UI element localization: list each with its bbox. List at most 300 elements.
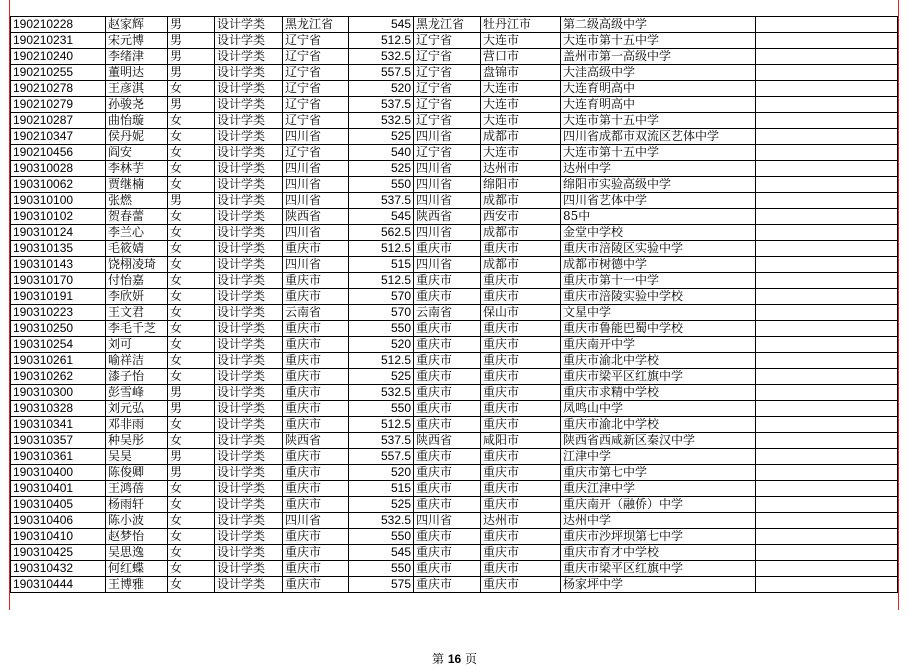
student-name-cell: 吴思逸	[106, 545, 168, 561]
school-cell: 大洼高级中学	[561, 65, 756, 81]
student-id-cell: 190310124	[11, 225, 106, 241]
city-cell: 重庆市	[481, 481, 561, 497]
gender-cell: 女	[168, 145, 215, 161]
gender-cell: 女	[168, 305, 215, 321]
exam-province-cell: 辽宁省	[283, 65, 349, 81]
blank-cell-cell	[756, 513, 898, 529]
exam-province-cell: 重庆市	[283, 497, 349, 513]
table-row	[11, 65, 898, 81]
major-category-cell: 设计学类	[215, 225, 283, 241]
exam-province-cell: 重庆市	[283, 385, 349, 401]
school-cell: 盖州市第一高级中学	[561, 49, 756, 65]
exam-province-cell: 重庆市	[283, 417, 349, 433]
exam-province-cell: 重庆市	[283, 353, 349, 369]
exam-province-cell: 重庆市	[283, 449, 349, 465]
gender-cell: 男	[168, 465, 215, 481]
major-category-cell: 设计学类	[215, 321, 283, 337]
table-row	[11, 433, 898, 449]
major-category-cell: 设计学类	[215, 497, 283, 513]
school-cell: 大连育明高中	[561, 97, 756, 113]
page-number: 16	[447, 652, 462, 666]
score-cell: 512.5	[349, 33, 414, 49]
student-name-cell: 饶栩凌琦	[106, 257, 168, 273]
home-province-cell: 四川省	[414, 225, 481, 241]
home-province-cell: 重庆市	[414, 465, 481, 481]
table-row	[11, 513, 898, 529]
major-category-cell: 设计学类	[215, 449, 283, 465]
city-cell: 重庆市	[481, 353, 561, 369]
student-name-cell: 彭雪峰	[106, 385, 168, 401]
table-row	[11, 33, 898, 49]
city-cell: 大连市	[481, 97, 561, 113]
exam-province-cell: 重庆市	[283, 465, 349, 481]
student-id-cell: 190310223	[11, 305, 106, 321]
blank-cell-cell	[756, 433, 898, 449]
home-province-cell: 四川省	[414, 177, 481, 193]
home-province-cell: 辽宁省	[414, 97, 481, 113]
school-cell: 重庆市第十一中学	[561, 273, 756, 289]
blank-cell-cell	[756, 465, 898, 481]
major-category-cell: 设计学类	[215, 481, 283, 497]
school-cell: 文星中学	[561, 305, 756, 321]
school-cell: 重庆市渝北中学校	[561, 353, 756, 369]
home-province-cell: 重庆市	[414, 241, 481, 257]
city-cell: 重庆市	[481, 529, 561, 545]
exam-province-cell: 四川省	[283, 225, 349, 241]
gender-cell: 女	[168, 481, 215, 497]
student-id-cell: 190310341	[11, 417, 106, 433]
score-cell: 537.5	[349, 193, 414, 209]
city-cell: 重庆市	[481, 449, 561, 465]
score-cell: 557.5	[349, 65, 414, 81]
city-cell: 重庆市	[481, 545, 561, 561]
student-name-cell: 赵梦怡	[106, 529, 168, 545]
student-name-cell: 陈小波	[106, 513, 168, 529]
score-cell: 515	[349, 257, 414, 273]
city-cell: 大连市	[481, 145, 561, 161]
home-province-cell: 重庆市	[414, 545, 481, 561]
score-cell: 512.5	[349, 417, 414, 433]
student-name-cell: 何红蝶	[106, 561, 168, 577]
table-row	[11, 113, 898, 129]
score-cell: 545	[349, 545, 414, 561]
score-cell: 512.5	[349, 241, 414, 257]
home-province-cell: 重庆市	[414, 353, 481, 369]
table-row	[11, 97, 898, 113]
student-id-cell: 190310406	[11, 513, 106, 529]
exam-province-cell: 陕西省	[283, 209, 349, 225]
gender-cell: 女	[168, 177, 215, 193]
gender-cell: 女	[168, 417, 215, 433]
student-name-cell: 李欣妍	[106, 289, 168, 305]
blank-cell-cell	[756, 33, 898, 49]
major-category-cell: 设计学类	[215, 385, 283, 401]
home-province-cell: 重庆市	[414, 369, 481, 385]
right-margin-line	[898, 0, 899, 610]
city-cell: 盘锦市	[481, 65, 561, 81]
gender-cell: 女	[168, 433, 215, 449]
blank-cell-cell	[756, 209, 898, 225]
gender-cell: 女	[168, 129, 215, 145]
gender-cell: 女	[168, 561, 215, 577]
home-province-cell: 四川省	[414, 193, 481, 209]
exam-province-cell: 辽宁省	[283, 33, 349, 49]
gender-cell: 女	[168, 273, 215, 289]
city-cell: 营口市	[481, 49, 561, 65]
blank-cell-cell	[756, 545, 898, 561]
table-row	[11, 449, 898, 465]
student-name-cell: 赵家辉	[106, 17, 168, 33]
school-cell: 重庆市沙坪坝第七中学	[561, 529, 756, 545]
table-row	[11, 417, 898, 433]
student-name-cell: 李毛千芝	[106, 321, 168, 337]
student-name-cell: 邓非雨	[106, 417, 168, 433]
school-cell: 成都市树德中学	[561, 257, 756, 273]
blank-cell-cell	[756, 369, 898, 385]
city-cell: 成都市	[481, 193, 561, 209]
table-row	[11, 481, 898, 497]
student-id-cell: 190310250	[11, 321, 106, 337]
exam-province-cell: 黑龙江省	[283, 17, 349, 33]
major-category-cell: 设计学类	[215, 49, 283, 65]
student-id-cell: 190310300	[11, 385, 106, 401]
major-category-cell: 设计学类	[215, 257, 283, 273]
blank-cell-cell	[756, 417, 898, 433]
major-category-cell: 设计学类	[215, 305, 283, 321]
major-category-cell: 设计学类	[215, 289, 283, 305]
exam-province-cell: 重庆市	[283, 273, 349, 289]
table-row	[11, 561, 898, 577]
city-cell: 重庆市	[481, 369, 561, 385]
major-category-cell: 设计学类	[215, 193, 283, 209]
student-id-cell: 190310102	[11, 209, 106, 225]
blank-cell-cell	[756, 193, 898, 209]
score-cell: 532.5	[349, 385, 414, 401]
exam-province-cell: 重庆市	[283, 481, 349, 497]
home-province-cell: 辽宁省	[414, 49, 481, 65]
score-cell: 550	[349, 177, 414, 193]
exam-province-cell: 陕西省	[283, 433, 349, 449]
major-category-cell: 设计学类	[215, 97, 283, 113]
score-cell: 520	[349, 337, 414, 353]
table-row	[11, 225, 898, 241]
blank-cell-cell	[756, 481, 898, 497]
student-id-cell: 190210255	[11, 65, 106, 81]
table-row	[11, 497, 898, 513]
score-cell: 532.5	[349, 113, 414, 129]
exam-province-cell: 四川省	[283, 257, 349, 273]
major-category-cell: 设计学类	[215, 161, 283, 177]
exam-province-cell: 重庆市	[283, 321, 349, 337]
table-row	[11, 193, 898, 209]
home-province-cell: 四川省	[414, 161, 481, 177]
table-row	[11, 49, 898, 65]
blank-cell-cell	[756, 273, 898, 289]
city-cell: 成都市	[481, 257, 561, 273]
score-cell: 512.5	[349, 273, 414, 289]
score-cell: 545	[349, 209, 414, 225]
major-category-cell: 设计学类	[215, 145, 283, 161]
score-cell: 575	[349, 577, 414, 593]
gender-cell: 男	[168, 193, 215, 209]
exam-province-cell: 重庆市	[283, 369, 349, 385]
city-cell: 成都市	[481, 129, 561, 145]
student-name-cell: 王文君	[106, 305, 168, 321]
gender-cell: 女	[168, 353, 215, 369]
gender-cell: 女	[168, 161, 215, 177]
table-row	[11, 257, 898, 273]
major-category-cell: 设计学类	[215, 33, 283, 49]
score-cell: 537.5	[349, 97, 414, 113]
student-id-cell: 190310425	[11, 545, 106, 561]
city-cell: 重庆市	[481, 401, 561, 417]
school-cell: 重庆市涪陵实验中学校	[561, 289, 756, 305]
gender-cell: 女	[168, 337, 215, 353]
major-category-cell: 设计学类	[215, 65, 283, 81]
score-cell: 570	[349, 305, 414, 321]
table-row	[11, 177, 898, 193]
city-cell: 达州市	[481, 161, 561, 177]
student-name-cell: 孙骏尧	[106, 97, 168, 113]
score-cell: 550	[349, 401, 414, 417]
blank-cell-cell	[756, 129, 898, 145]
exam-province-cell: 四川省	[283, 513, 349, 529]
gender-cell: 男	[168, 17, 215, 33]
student-name-cell: 李兰心	[106, 225, 168, 241]
exam-province-cell: 辽宁省	[283, 97, 349, 113]
table-row	[11, 321, 898, 337]
student-id-cell: 190310191	[11, 289, 106, 305]
score-cell: 550	[349, 321, 414, 337]
score-cell: 520	[349, 81, 414, 97]
school-cell: 重庆市梁平区红旗中学	[561, 369, 756, 385]
gender-cell: 女	[168, 209, 215, 225]
home-province-cell: 重庆市	[414, 449, 481, 465]
school-cell: 大连市第十五中学	[561, 33, 756, 49]
exam-province-cell: 重庆市	[283, 289, 349, 305]
city-cell: 重庆市	[481, 465, 561, 481]
score-cell: 520	[349, 465, 414, 481]
student-id-cell: 190210287	[11, 113, 106, 129]
exam-province-cell: 云南省	[283, 305, 349, 321]
student-name-cell: 王彦淇	[106, 81, 168, 97]
score-cell: 532.5	[349, 49, 414, 65]
student-name-cell: 侯丹妮	[106, 129, 168, 145]
score-cell: 557.5	[349, 449, 414, 465]
school-cell: 重庆市渝北中学校	[561, 417, 756, 433]
city-cell: 重庆市	[481, 577, 561, 593]
city-cell: 大连市	[481, 113, 561, 129]
school-cell: 大连育明高中	[561, 81, 756, 97]
exam-province-cell: 重庆市	[283, 561, 349, 577]
student-id-cell: 190210231	[11, 33, 106, 49]
student-id-cell: 190310254	[11, 337, 106, 353]
score-cell: 550	[349, 529, 414, 545]
exam-province-cell: 辽宁省	[283, 49, 349, 65]
student-name-cell: 刘元弘	[106, 401, 168, 417]
gender-cell: 女	[168, 321, 215, 337]
gender-cell: 男	[168, 33, 215, 49]
score-cell: 532.5	[349, 513, 414, 529]
student-name-cell: 漆子怡	[106, 369, 168, 385]
blank-cell-cell	[756, 225, 898, 241]
score-cell: 537.5	[349, 433, 414, 449]
home-province-cell: 重庆市	[414, 577, 481, 593]
home-province-cell: 辽宁省	[414, 145, 481, 161]
student-id-cell: 190310400	[11, 465, 106, 481]
score-cell: 562.5	[349, 225, 414, 241]
student-id-cell: 190310361	[11, 449, 106, 465]
gender-cell: 女	[168, 545, 215, 561]
score-cell: 512.5	[349, 353, 414, 369]
score-cell: 540	[349, 145, 414, 161]
exam-province-cell: 辽宁省	[283, 145, 349, 161]
student-id-cell: 190310062	[11, 177, 106, 193]
home-province-cell: 四川省	[414, 257, 481, 273]
school-cell: 达州中学	[561, 161, 756, 177]
city-cell: 重庆市	[481, 497, 561, 513]
student-id-cell: 190310262	[11, 369, 106, 385]
home-province-cell: 四川省	[414, 513, 481, 529]
major-category-cell: 设计学类	[215, 113, 283, 129]
blank-cell-cell	[756, 321, 898, 337]
blank-cell-cell	[756, 529, 898, 545]
blank-cell-cell	[756, 401, 898, 417]
city-cell: 重庆市	[481, 561, 561, 577]
blank-cell-cell	[756, 97, 898, 113]
major-category-cell: 设计学类	[215, 17, 283, 33]
school-cell: 大连市第十五中学	[561, 113, 756, 129]
major-category-cell: 设计学类	[215, 513, 283, 529]
student-id-cell: 190310410	[11, 529, 106, 545]
home-province-cell: 辽宁省	[414, 81, 481, 97]
blank-cell-cell	[756, 353, 898, 369]
school-cell: 凤鸣山中学	[561, 401, 756, 417]
gender-cell: 女	[168, 577, 215, 593]
gender-cell: 女	[168, 369, 215, 385]
student-name-cell: 曲怡璇	[106, 113, 168, 129]
home-province-cell: 陕西省	[414, 209, 481, 225]
school-cell: 85中	[561, 209, 756, 225]
blank-cell-cell	[756, 289, 898, 305]
blank-cell-cell	[756, 113, 898, 129]
student-name-cell: 杨雨轩	[106, 497, 168, 513]
school-cell: 重庆市育才中学校	[561, 545, 756, 561]
table-row	[11, 465, 898, 481]
home-province-cell: 辽宁省	[414, 33, 481, 49]
city-cell: 大连市	[481, 33, 561, 49]
table-row	[11, 385, 898, 401]
school-cell: 重庆南开（融侨）中学	[561, 497, 756, 513]
major-category-cell: 设计学类	[215, 369, 283, 385]
city-cell: 重庆市	[481, 289, 561, 305]
table-row	[11, 353, 898, 369]
exam-province-cell: 辽宁省	[283, 81, 349, 97]
gender-cell: 男	[168, 449, 215, 465]
home-province-cell: 云南省	[414, 305, 481, 321]
blank-cell-cell	[756, 177, 898, 193]
home-province-cell: 重庆市	[414, 529, 481, 545]
student-id-cell: 190210456	[11, 145, 106, 161]
exam-province-cell: 辽宁省	[283, 113, 349, 129]
city-cell: 牡丹江市	[481, 17, 561, 33]
school-cell: 重庆市鲁能巴蜀中学校	[561, 321, 756, 337]
student-name-cell: 董明达	[106, 65, 168, 81]
blank-cell-cell	[756, 49, 898, 65]
home-province-cell: 辽宁省	[414, 65, 481, 81]
student-name-cell: 阎安	[106, 145, 168, 161]
exam-province-cell: 四川省	[283, 177, 349, 193]
student-name-cell: 喻祥洁	[106, 353, 168, 369]
student-name-cell: 吴昊	[106, 449, 168, 465]
student-name-cell: 王博雅	[106, 577, 168, 593]
major-category-cell: 设计学类	[215, 273, 283, 289]
student-id-cell: 190210228	[11, 17, 106, 33]
major-category-cell: 设计学类	[215, 129, 283, 145]
exam-province-cell: 重庆市	[283, 529, 349, 545]
table-row	[11, 81, 898, 97]
major-category-cell: 设计学类	[215, 241, 283, 257]
footer-suffix: 页	[465, 652, 478, 666]
major-category-cell: 设计学类	[215, 177, 283, 193]
table-row	[11, 577, 898, 593]
school-cell: 第二级高级中学	[561, 17, 756, 33]
student-name-cell: 贺春蕾	[106, 209, 168, 225]
gender-cell: 女	[168, 225, 215, 241]
page-footer	[0, 650, 909, 667]
student-id-cell: 190210347	[11, 129, 106, 145]
blank-cell-cell	[756, 305, 898, 321]
city-cell: 重庆市	[481, 273, 561, 289]
score-cell: 515	[349, 481, 414, 497]
gender-cell: 男	[168, 49, 215, 65]
city-cell: 重庆市	[481, 385, 561, 401]
home-province-cell: 重庆市	[414, 481, 481, 497]
blank-cell-cell	[756, 337, 898, 353]
blank-cell-cell	[756, 257, 898, 273]
table-row	[11, 369, 898, 385]
home-province-cell: 辽宁省	[414, 113, 481, 129]
city-cell: 重庆市	[481, 337, 561, 353]
blank-cell-cell	[756, 161, 898, 177]
blank-cell-cell	[756, 497, 898, 513]
student-id-cell: 190310444	[11, 577, 106, 593]
major-category-cell: 设计学类	[215, 561, 283, 577]
school-cell: 四川省成都市双流区艺体中学	[561, 129, 756, 145]
city-cell: 保山市	[481, 305, 561, 321]
student-name-cell: 宋元博	[106, 33, 168, 49]
exam-province-cell: 重庆市	[283, 577, 349, 593]
major-category-cell: 设计学类	[215, 577, 283, 593]
gender-cell: 女	[168, 81, 215, 97]
score-cell: 525	[349, 369, 414, 385]
student-id-cell: 190310028	[11, 161, 106, 177]
score-cell: 550	[349, 561, 414, 577]
admission-roster-table	[10, 16, 898, 593]
blank-cell-cell	[756, 385, 898, 401]
school-cell: 重庆南开中学	[561, 337, 756, 353]
student-id-cell: 190310143	[11, 257, 106, 273]
major-category-cell: 设计学类	[215, 465, 283, 481]
exam-province-cell: 重庆市	[283, 401, 349, 417]
gender-cell: 女	[168, 497, 215, 513]
student-name-cell: 种吴彤	[106, 433, 168, 449]
student-name-cell: 付怡嘉	[106, 273, 168, 289]
student-id-cell: 190310328	[11, 401, 106, 417]
blank-cell-cell	[756, 81, 898, 97]
city-cell: 重庆市	[481, 321, 561, 337]
gender-cell: 男	[168, 65, 215, 81]
